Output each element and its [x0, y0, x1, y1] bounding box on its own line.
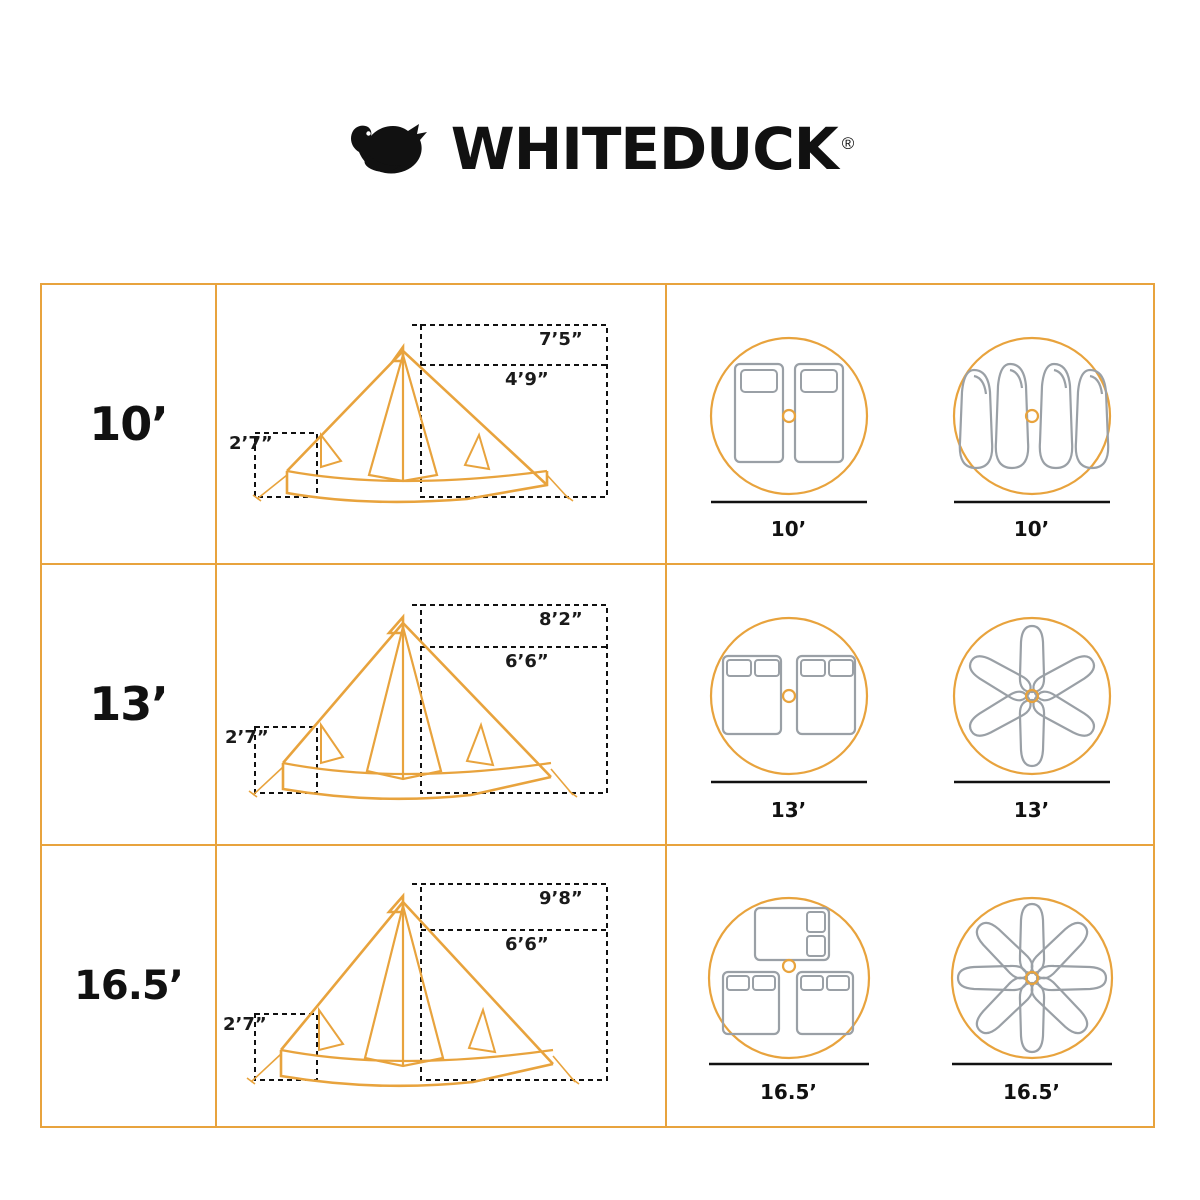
size-cell [42, 565, 217, 843]
floor-plan-beds-caption: 13’ [770, 797, 807, 822]
floor-plan-sleeping [910, 565, 1153, 843]
brand-name-text: WHITEDUCK [450, 115, 838, 183]
registered-mark: ® [841, 133, 854, 153]
floor-plan-beds-diagram [679, 324, 899, 524]
size-cell [42, 285, 217, 563]
wall-height-label: 2’7” [225, 727, 269, 749]
wall-height-label: 2’7” [229, 433, 273, 454]
floor-plan-beds-caption: 10’ [770, 517, 807, 542]
size-label: 13’ [89, 677, 168, 732]
inner-height-label: 6’6” [505, 933, 549, 955]
tent-elevation-diagram [217, 846, 667, 1126]
tent-elevation-diagram [217, 285, 667, 565]
inner-height-label: 4’9” [505, 369, 549, 390]
floor-plan-sleeping [910, 846, 1153, 1126]
elevation-cell [217, 285, 667, 563]
inner-height-label: 6’6” [505, 651, 549, 673]
floor-plan-sleeping-caption: 13’ [1013, 797, 1050, 822]
table-row [42, 846, 1153, 1126]
peak-height-label: 7’5” [539, 329, 583, 350]
tent-elevation-diagram [217, 565, 667, 845]
elevation-cell [217, 846, 667, 1126]
elevation-cell [217, 565, 667, 843]
floor-plan-sleeping-caption: 16.5’ [1003, 1079, 1060, 1104]
floor-plan-beds-diagram [679, 604, 899, 804]
wall-height-label: 2’7” [223, 1013, 267, 1035]
floor-plan-cell [667, 285, 1153, 563]
floor-plan-sleeping-caption: 10’ [1013, 517, 1050, 542]
size-label: 10’ [89, 397, 168, 452]
floor-plan-beds [667, 285, 910, 563]
peak-height-label: 9’8” [539, 887, 583, 909]
floor-plan-beds [667, 846, 910, 1126]
brand-name [450, 115, 854, 183]
size-cell [42, 846, 217, 1126]
brand-header [0, 104, 1200, 194]
tent-size-comparison-table [40, 283, 1155, 1128]
floor-plan-cell [667, 565, 1153, 843]
duck-logo-icon [347, 114, 433, 184]
floor-plan-beds [667, 565, 910, 843]
floor-plan-sleeping-diagram [922, 324, 1142, 524]
floor-plan-beds-diagram [679, 886, 899, 1086]
floor-plan-sleeping-diagram [922, 886, 1142, 1086]
table-row [42, 285, 1153, 565]
floor-plan-sleeping-diagram [922, 604, 1142, 804]
peak-height-label: 8’2” [539, 609, 583, 631]
size-label: 16.5’ [74, 962, 183, 1009]
floor-plan-beds-caption: 16.5’ [760, 1079, 817, 1104]
floor-plan-cell [667, 846, 1153, 1126]
floor-plan-sleeping [910, 285, 1153, 563]
table-row [42, 565, 1153, 845]
